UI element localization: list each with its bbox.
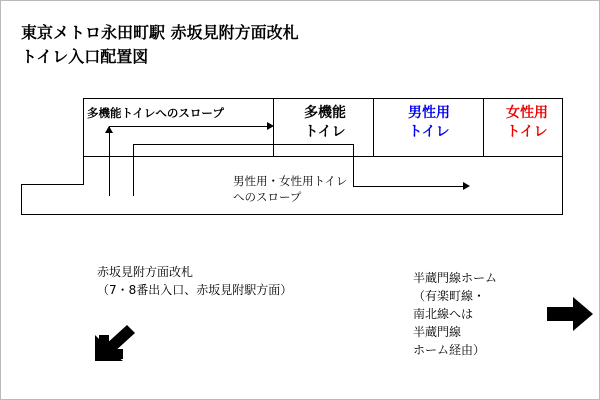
- route-line-general-horizontal-lower: [353, 186, 463, 187]
- room-label-multipurpose-line2: トイレ: [304, 123, 346, 140]
- wall-mid-left: [83, 156, 273, 157]
- wall-mid-right: [273, 156, 563, 157]
- slope-label-multipurpose: 多機能トイレへのスロープ: [87, 106, 224, 120]
- arrow-down-left-icon: [93, 323, 139, 363]
- floor-plan-diagram: [1, 86, 600, 236]
- room-label-multipurpose: [287, 104, 363, 142]
- slope-label-general: [233, 174, 347, 205]
- slope-label-general-line1: 男性用・女性用トイレ: [233, 174, 348, 188]
- route-line-multipurpose-horizontal: [109, 126, 267, 127]
- room-label-womens-line2: トイレ: [506, 123, 548, 140]
- room-label-womens-line1: 女性用: [506, 105, 548, 121]
- direction-right-line3: 南北線へは: [413, 307, 474, 321]
- room-label-mens: [383, 104, 475, 142]
- direction-block-hanzomon-platform: [413, 269, 497, 359]
- slope-label-general-line2: へのスロープ: [233, 189, 302, 204]
- direction-right-line4: 半蔵門線: [413, 325, 462, 339]
- wall-outer-left: [21, 184, 22, 215]
- route-line-general-horizontal-upper: [133, 144, 353, 145]
- direction-left-line1: 赤坂見附方面改札: [97, 265, 194, 279]
- arrow-right-icon: [547, 297, 593, 331]
- room-label-mens-line1: 男性用: [408, 105, 450, 121]
- page-title-line1: 東京メトロ永田町駅 赤坂見附方面改札: [21, 23, 299, 42]
- direction-right-line5: ホーム経由）: [413, 343, 486, 357]
- route-arrow-multipurpose-up: [105, 126, 113, 133]
- route-arrow-multipurpose: [267, 122, 274, 130]
- route-line-general-down: [353, 144, 354, 186]
- wall-top: [83, 98, 563, 99]
- direction-right-line2: （有楽町線・: [413, 289, 486, 303]
- wall-block-left: [83, 98, 84, 185]
- room-label-multipurpose-line1: 多機能: [304, 105, 346, 121]
- page-title-line2: トイレ入口配置図: [21, 47, 149, 66]
- route-line-general-vertical: [133, 144, 134, 196]
- route-arrow-general: [463, 182, 470, 190]
- wall-left-step: [21, 184, 83, 185]
- wall-partition-2: [373, 98, 374, 157]
- wall-outer-right: [562, 98, 563, 215]
- direction-right-line1: 半蔵門線ホーム: [413, 271, 498, 285]
- route-line-multipurpose-vertical: [109, 126, 110, 196]
- room-label-mens-line2: トイレ: [408, 123, 450, 140]
- direction-left-line2: （7・8番出入口、赤坂見附駅方面）: [97, 283, 293, 297]
- room-label-womens: [493, 104, 561, 142]
- wall-partition-3: [483, 98, 484, 157]
- direction-block-akasaka-mitsuke-gate: [97, 263, 292, 299]
- wall-bottom: [21, 214, 563, 215]
